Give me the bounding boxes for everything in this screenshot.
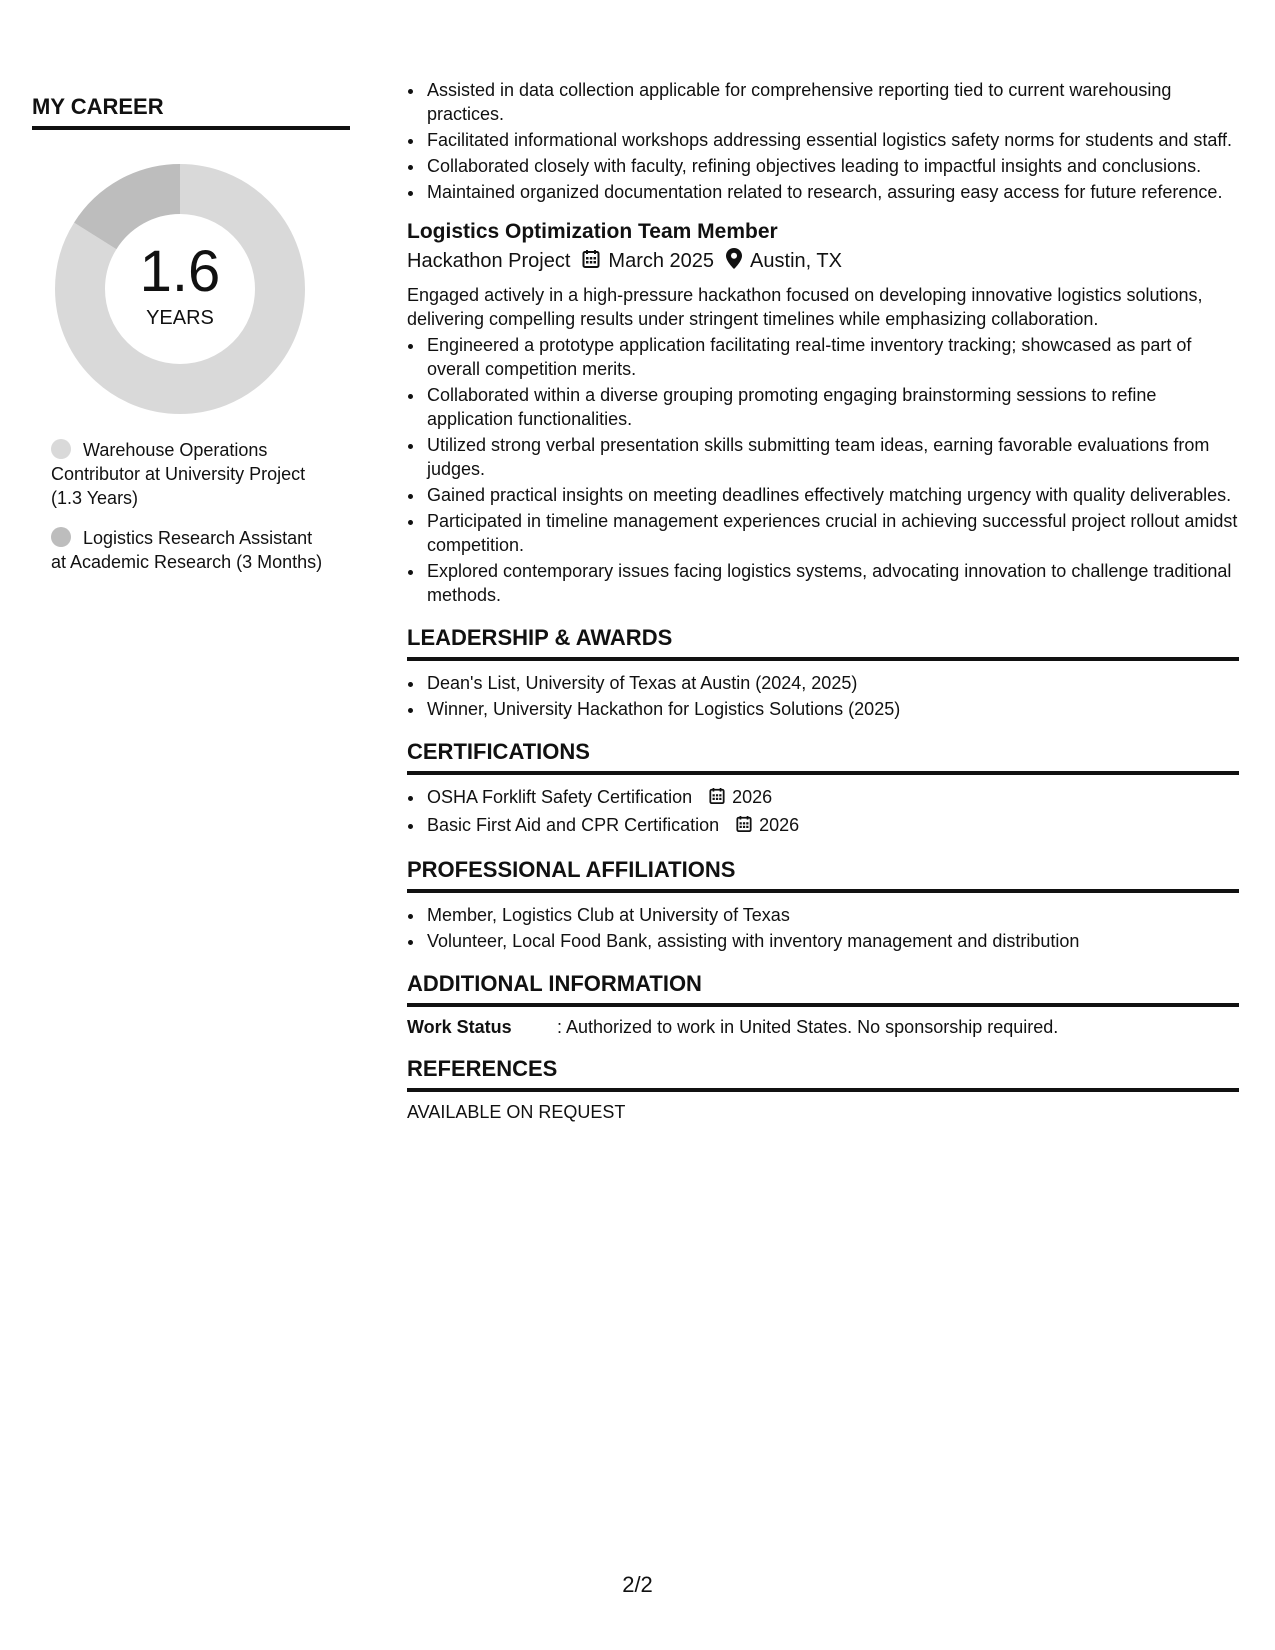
section-heading: CERTIFICATIONS (407, 739, 1239, 775)
job-title: Logistics Optimization Team Member (407, 220, 778, 243)
section-heading: REFERENCES (407, 1056, 1239, 1092)
cert-name: Basic First Aid and CPR Certification (427, 815, 720, 835)
list-item: • Maintained organized documentation related to research, assuring easy access for future reference. (425, 180, 1239, 204)
leadership-section (407, 625, 1239, 721)
section-heading: PROFESSIONAL AFFILIATIONS (407, 857, 1239, 893)
work-status-label: Work Status (407, 1017, 512, 1037)
job-org: Hackathon Project (407, 250, 571, 272)
additional-info-section (407, 971, 1239, 1038)
page-number: 2/2 (622, 1572, 653, 1597)
total-years-value: 1.6 (139, 238, 221, 304)
legend-item (51, 526, 331, 574)
job-location: Austin, TX (750, 250, 842, 272)
career-heading: MY CAREER (32, 94, 350, 130)
job-description: Engaged actively in a high-pressure hackathon focused on developing innovative logistics solutions, delivering compelling results under stringent timelines while emphasizing collaboration. (407, 285, 1203, 329)
legend-dot (51, 439, 71, 459)
calendar-icon (582, 249, 600, 275)
list-item: • Volunteer, Local Food Bank, assisting with inventory management and distribution (425, 929, 1239, 953)
right-column (407, 78, 1239, 1123)
job-meta (407, 248, 1239, 275)
section-heading: ADDITIONAL INFORMATION (407, 971, 1239, 1007)
total-years-unit: YEARS (146, 306, 214, 329)
legend-label: Logistics Research Assistant at Academic Research (3 Months) (51, 528, 323, 572)
cert-year: 2026 (732, 787, 773, 807)
list-item (425, 785, 1239, 811)
leadership-list (407, 671, 1239, 721)
donut-center (55, 164, 305, 414)
work-status-row (407, 1017, 1239, 1038)
affiliations-section (407, 857, 1239, 953)
cert-name: OSHA Forklift Safety Certification (427, 787, 693, 807)
career-donut-chart (55, 164, 305, 414)
list-item: • Dean's List, University of Texas at Austin (2024, 2025) (425, 671, 1239, 695)
legend-item (51, 438, 331, 510)
list-item: • Winner, University Hackathon for Logistics Solutions (2025) (425, 697, 1239, 721)
calendar-icon (736, 815, 752, 839)
list-item: • Explored contemporary issues facing logistics systems, advocating innovation to challenge traditional methods. (425, 559, 1239, 607)
certifications-section (407, 739, 1239, 839)
list-item: • Collaborated within a diverse grouping promoting engaging brainstorming sessions to refine application functionalities. (425, 383, 1239, 431)
cert-year: 2026 (759, 815, 800, 835)
section-heading: LEADERSHIP & AWARDS (407, 625, 1239, 661)
list-item: • Gained practical insights on meeting deadlines effectively matching urgency with quality deliverables. (425, 483, 1239, 507)
legend-dot (51, 527, 71, 547)
legend-label: Warehouse Operations Contributor at University Project (1.3 Years) (51, 440, 306, 508)
list-item: • Assisted in data collection applicable for comprehensive reporting tied to current warehousing practices. (425, 78, 1239, 126)
references-text: AVAILABLE ON REQUEST (407, 1102, 626, 1122)
map-pin-icon (726, 248, 742, 275)
job-date: March 2025 (608, 250, 715, 272)
work-status-value: : Authorized to work in United States. No sponsorship required. (557, 1017, 1059, 1037)
list-item: • Member, Logistics Club at University of Texas (425, 903, 1239, 927)
career-legend (51, 438, 331, 574)
list-item: • Participated in timeline management experiences crucial in achieving successful project rollout amidst competition. (425, 509, 1239, 557)
list-item: • Collaborated closely with faculty, refining objectives leading to impactful insights and conclusions. (425, 154, 1239, 178)
left-column (32, 94, 352, 590)
list-item: • Engineered a prototype application facilitating real-time inventory tracking; showcased as part of overall competition merits. (425, 333, 1239, 381)
list-item: • Facilitated informational workshops addressing essential logistics safety norms for students and staff. (425, 128, 1239, 152)
affiliations-list (407, 903, 1239, 953)
references-section (407, 1056, 1239, 1123)
previous-job-bullets (407, 78, 1239, 204)
list-item: • Utilized strong verbal presentation skills submitting team ideas, earning favorable evaluations from judges. (425, 433, 1239, 481)
list-item (425, 813, 1239, 839)
certifications-list (407, 785, 1239, 839)
calendar-icon (709, 787, 725, 811)
job-bullets (407, 333, 1239, 607)
